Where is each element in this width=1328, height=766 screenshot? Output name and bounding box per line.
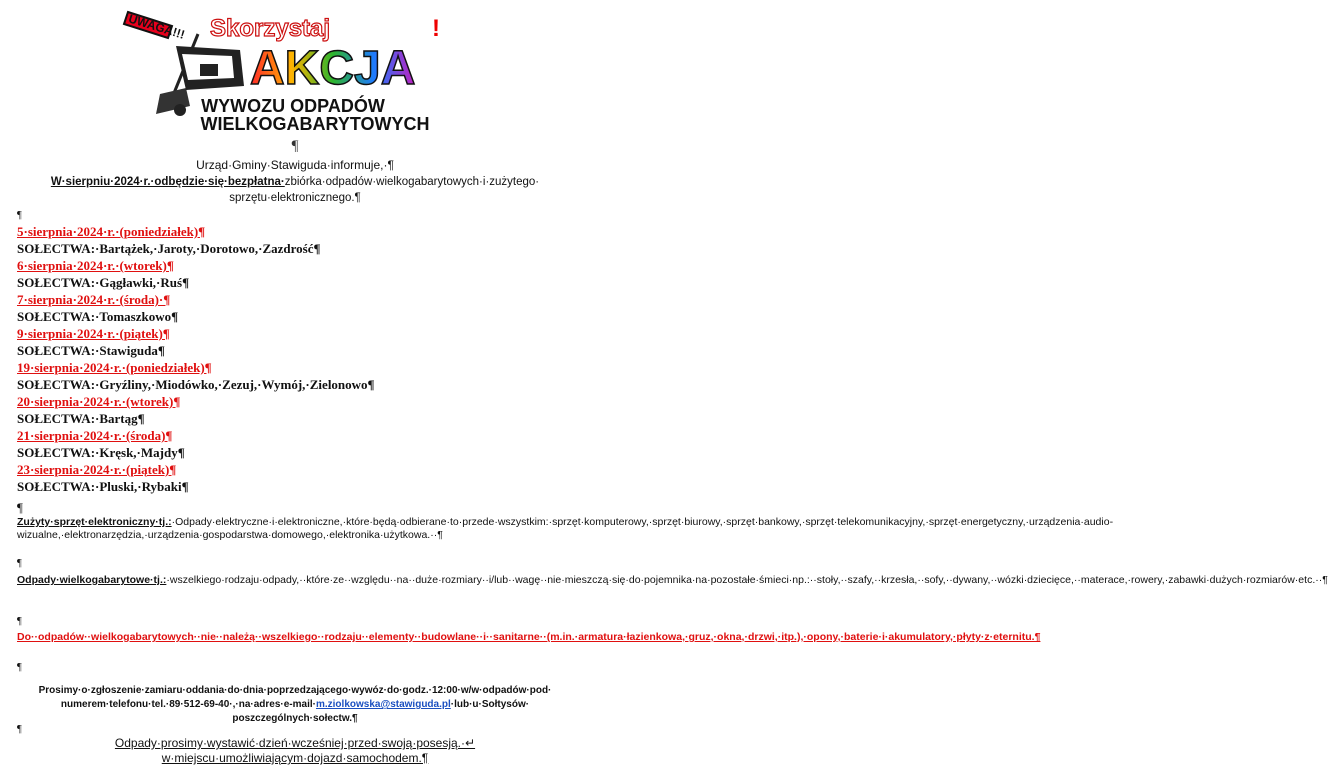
request-line1: Prosimy·o·zgłoszenie·zamiaru·oddania·do·dnia·poprzedzającego·wywóz·do·godz.·12:00·w/w·odpadów·pod·	[38, 685, 552, 696]
schedule-date: 21·sierpnia·2024·r.·(środa)¶	[17, 428, 173, 443]
akcja-text: AKCJA	[250, 42, 416, 95]
banner-line2: WIELKOGABARYTOWYCH	[200, 114, 430, 134]
request-line3: poszczególnych·sołectw.¶	[232, 713, 358, 724]
footer-line1: Odpady·prosimy·wystawić·dzień·wcześniej·przed·swoją·posesją.·↵	[114, 736, 476, 750]
request-paragraph	[0, 684, 590, 726]
request-line2b: ·lub·u·Sołtysów·	[450, 699, 530, 710]
intro-line3: sprzętu·elektronicznego.¶	[229, 192, 361, 204]
intro-rest: zbiórka·odpadów·wielkogabarytowych·i·zużytego·	[284, 176, 540, 188]
schedule-date: 23·sierpnia·2024·r.·(piątek)¶	[17, 462, 177, 477]
pilcrow: ¶	[17, 210, 22, 221]
schedule-villages: SOŁECTWA:·Bartąg¶	[17, 411, 145, 426]
headline-text: Skorzystaj	[210, 15, 331, 42]
akcja-banner	[120, 6, 470, 134]
email-link[interactable]: m.ziolkowska@stawiguda.pl	[315, 699, 451, 710]
banner-line1: WYWOZU ODPADÓW	[201, 96, 385, 116]
bulky-paragraph	[17, 574, 1328, 587]
pilcrow: ¶	[17, 558, 22, 569]
warning-text: UWAGA!!!	[126, 11, 187, 42]
schedule-date: 7·sierpnia·2024·r.·(środa)·¶	[17, 292, 171, 307]
pilcrow: ¶	[17, 724, 22, 735]
schedule-date: 9·sierpnia·2024·r.·(piątek)¶	[17, 326, 170, 341]
electronics-text: ·Odpady·elektryczne·i·elektroniczne,·które·będą·odbierane·to·przede·wszystkim:·sprzęt·komputerowy,·sprzęt·biurowy,·sprzęt·bankowy,·sprzęt·telekomunikacyjny,·sprzęt·energetyczny,·urządzenia·audio-wizualne,·elektronarzędzia,·urządzenia·gospodarstwa·domowego,·elektronika·użytkowa.··¶	[17, 516, 1114, 541]
intro-line1: Urząd·Gminy·Stawiguda·informuje,·¶	[196, 158, 394, 172]
footer-note	[0, 736, 590, 766]
request-line2	[0, 698, 590, 712]
electronics-label: Zużyty·sprzęt·elektroniczny·tj.:	[17, 516, 172, 528]
pilcrow: ¶	[17, 500, 23, 515]
electronics-paragraph	[17, 516, 1114, 542]
exclaim-text: !	[432, 15, 440, 42]
schedule-villages: SOŁECTWA:·Gryźliny,·Miodówko,·Zezuj,·Wymój,·Zielonowo¶	[17, 377, 375, 392]
schedule-villages: SOŁECTWA:·Kręsk,·Majdy¶	[17, 445, 185, 460]
request-line2a: numerem·telefonu·tel.·89·512-69-40·,·na·adres·e-mail·	[60, 699, 316, 710]
pilcrow: ¶	[291, 138, 299, 154]
bulky-label: Odpady·wielkogabarytowe·tj.:	[17, 574, 167, 586]
intro-line2	[0, 176, 590, 188]
footer-line2: w·miejscu·umożliwiającym·dojazd·samochodem.¶	[161, 751, 429, 765]
excluded-waste-warning: Do··odpadów··wielkogabarytowych··nie··należą··wszelkiego··rodzaju··elementy··budowlane··i··sanitarne··(m.in.·armatura·łazienkowa,·gruz,·okna,·drzwi,·itp.),·opony,·baterie·i·akumulatory,·płyty·z·eternitu.¶	[17, 631, 1041, 643]
intro-bold: W·sierpniu·2024·r.·odbędzie·się·bezpłatna·	[50, 176, 285, 188]
schedule-date: 6·sierpnia·2024·r.·(wtorek)¶	[17, 258, 174, 273]
bulky-text: ·wszelkiego·rodzaju·odpady,··które·ze··względu··na··duże·rozmiary··i/lub··wagę··nie·mieszczą·się·do·pojemnika·na·pozostałe·śmieci·np.:··stoły,··szafy,··krzesła,··sofy,··dywany,··wózki·dziecięce,··materace,·rowery,·zabawki·dużych·rozmiarów·etc.··¶	[166, 574, 1328, 586]
schedule-date: 5·sierpnia·2024·r.·(poniedziałek)¶	[17, 224, 206, 239]
schedule-date: 20·sierpnia·2024·r.·(wtorek)¶	[17, 394, 181, 409]
schedule-villages: SOŁECTWA:·Tomaszkowo¶	[17, 309, 179, 324]
schedule-villages: SOŁECTWA:·Pluski,·Rybaki¶	[17, 479, 189, 494]
pilcrow: ¶	[17, 662, 22, 673]
pilcrow: ¶	[17, 616, 22, 627]
schedule-villages: SOŁECTWA:·Bartążek,·Jaroty,·Dorotowo,·Zazdrość¶	[17, 241, 321, 256]
schedule-villages: SOŁECTWA:·Gągławki,·Ruś¶	[17, 275, 190, 290]
schedule-date: 19·sierpnia·2024·r.·(poniedziałek)¶	[17, 360, 212, 375]
schedule-villages: SOŁECTWA:·Stawiguda¶	[17, 343, 165, 358]
